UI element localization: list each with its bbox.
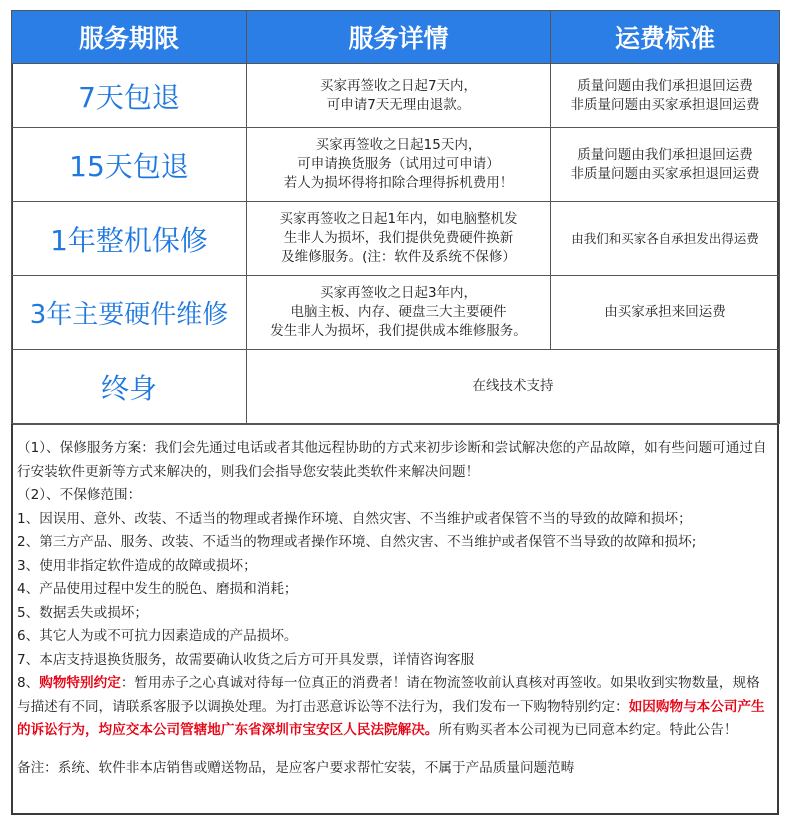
detail-line: 及维修服务。(注：软件及系统不保修） bbox=[281, 249, 516, 265]
fee-cell bbox=[551, 276, 780, 350]
note-item: 6、其它人为或不可抗力因素造成的产品损坏。 bbox=[17, 628, 298, 644]
detail-cell-merged: 在线技术支持 bbox=[247, 350, 780, 424]
detail-line: 发生非人为损坏，我们提供成本维修服务。 bbox=[270, 323, 527, 339]
term-cell: 7天包退 bbox=[12, 64, 247, 128]
jurisdiction-clause: 如因购物与本公司产生的诉讼行为，均应交本公司管辖地广东省深圳市宝安区人民法院解决。 bbox=[17, 698, 765, 738]
term-cell: 1年整机保修 bbox=[12, 202, 247, 276]
special-agreement bbox=[17, 672, 773, 743]
fee-line: 质量问题由我们承担退回运费 bbox=[577, 146, 753, 163]
fee-line: 由买家承担来回运费 bbox=[604, 304, 726, 320]
fee-line: 由我们和买家各自承担发出得运费 bbox=[571, 231, 759, 246]
fee-cell bbox=[551, 128, 780, 202]
detail-line: 买家再签收之日起15天内， bbox=[315, 137, 482, 153]
note-item: 7、本店支持退换货服务，故需要确认收货之后方可开具发票，详情咨询客服 bbox=[17, 651, 475, 668]
note-paragraph: （2）、不保修范围： bbox=[17, 487, 142, 503]
note-item-number: 8、 bbox=[17, 675, 40, 691]
detail-line: 可申请换货服务（试用过可申请） bbox=[297, 156, 500, 172]
special-agreement-title: 购物特别约定 bbox=[39, 675, 121, 691]
note-paragraph: （1）、保修服务方案：我们会先通过电话或者其他远程协助的方式来初步诊断和尝试解决您的产品故障，如有些问题可通过自行安装软件更新等方式来解决的，则我们会指导您安装此类软件来解决问题！ bbox=[17, 440, 767, 480]
header-service-term: 服务期限 bbox=[12, 11, 247, 64]
detail-line: 电脑主板、内存、硬盘三大主要硬件 bbox=[290, 304, 507, 320]
special-agreement-text: ：暂用赤子之心真诚对待每一位真正的消费者！请在物流签收前认真核对再签收。如果收到实物数量，规格与描述有不同，请联系客服予以调换处理。为打击恶意诉讼等不法行为，我们发布一下购物特别约定： bbox=[17, 675, 760, 715]
notes-section bbox=[13, 424, 777, 813]
header-shipping-fee: 运费标准 bbox=[551, 11, 780, 64]
table-row bbox=[12, 64, 780, 128]
note-item: 3、使用非指定软件造成的故障或损坏； bbox=[17, 557, 257, 574]
service-table bbox=[11, 10, 780, 424]
fee-line: 非质量问题由买家承担退回运费 bbox=[570, 165, 760, 182]
term-cell: 3年主要硬件维修 bbox=[12, 276, 247, 350]
fee-line: 非质量问题由买家承担退回运费 bbox=[570, 96, 760, 113]
fee-cell bbox=[551, 64, 780, 128]
detail-cell bbox=[247, 64, 551, 128]
detail-line: 买家再签收之日起7天内， bbox=[319, 77, 478, 94]
spacer bbox=[17, 743, 773, 757]
detail-cell bbox=[247, 276, 551, 350]
detail-line: 买家再签收之日起1年内，如电脑整机发 bbox=[279, 211, 518, 227]
header-service-detail: 服务详情 bbox=[247, 11, 551, 64]
term-cell: 终身 bbox=[12, 350, 247, 424]
table-row bbox=[12, 128, 780, 202]
fee-line: 质量问题由我们承担退回运费 bbox=[577, 77, 753, 94]
detail-line: 可申请7天无理由退款。 bbox=[326, 96, 471, 113]
note-item: 2、第三方产品、服务、改装、不适当的物理或者操作环境、自然灾害、不当维护或者保管不当导致的故障和损坏; bbox=[17, 534, 697, 550]
table-row bbox=[12, 350, 780, 424]
detail-line: 买家再签收之日起3年内， bbox=[319, 285, 478, 301]
detail-line: 生非人为损坏，我们提供免费硬件换新 bbox=[283, 230, 514, 246]
detail-cell bbox=[247, 202, 551, 276]
note-item: 1、因误用、意外、改装、不适当的物理或者操作环境、自然灾害、不当维护或者保管不当的导致的故障和损坏； bbox=[17, 510, 692, 527]
table-row bbox=[12, 202, 780, 276]
term-cell: 15天包退 bbox=[12, 128, 247, 202]
remark: 备注：系统、软件非本店销售或赠送物品，是应客户要求帮忙安装，不属于产品质量问题范畴 bbox=[17, 759, 575, 776]
special-agreement-tail: 所有购买者本公司视为已同意本约定。特此公告！ bbox=[438, 722, 738, 738]
fee-cell bbox=[551, 202, 780, 276]
note-item: 4、产品使用过程中发生的脱色、磨损和消耗； bbox=[17, 581, 298, 597]
table-row bbox=[12, 276, 780, 350]
detail-cell bbox=[247, 128, 551, 202]
detail-line: 若人为损坏得将扣除合理得拆机费用！ bbox=[283, 175, 514, 191]
note-item: 5、数据丢失或损坏； bbox=[17, 604, 148, 621]
table-header-row bbox=[12, 11, 780, 64]
